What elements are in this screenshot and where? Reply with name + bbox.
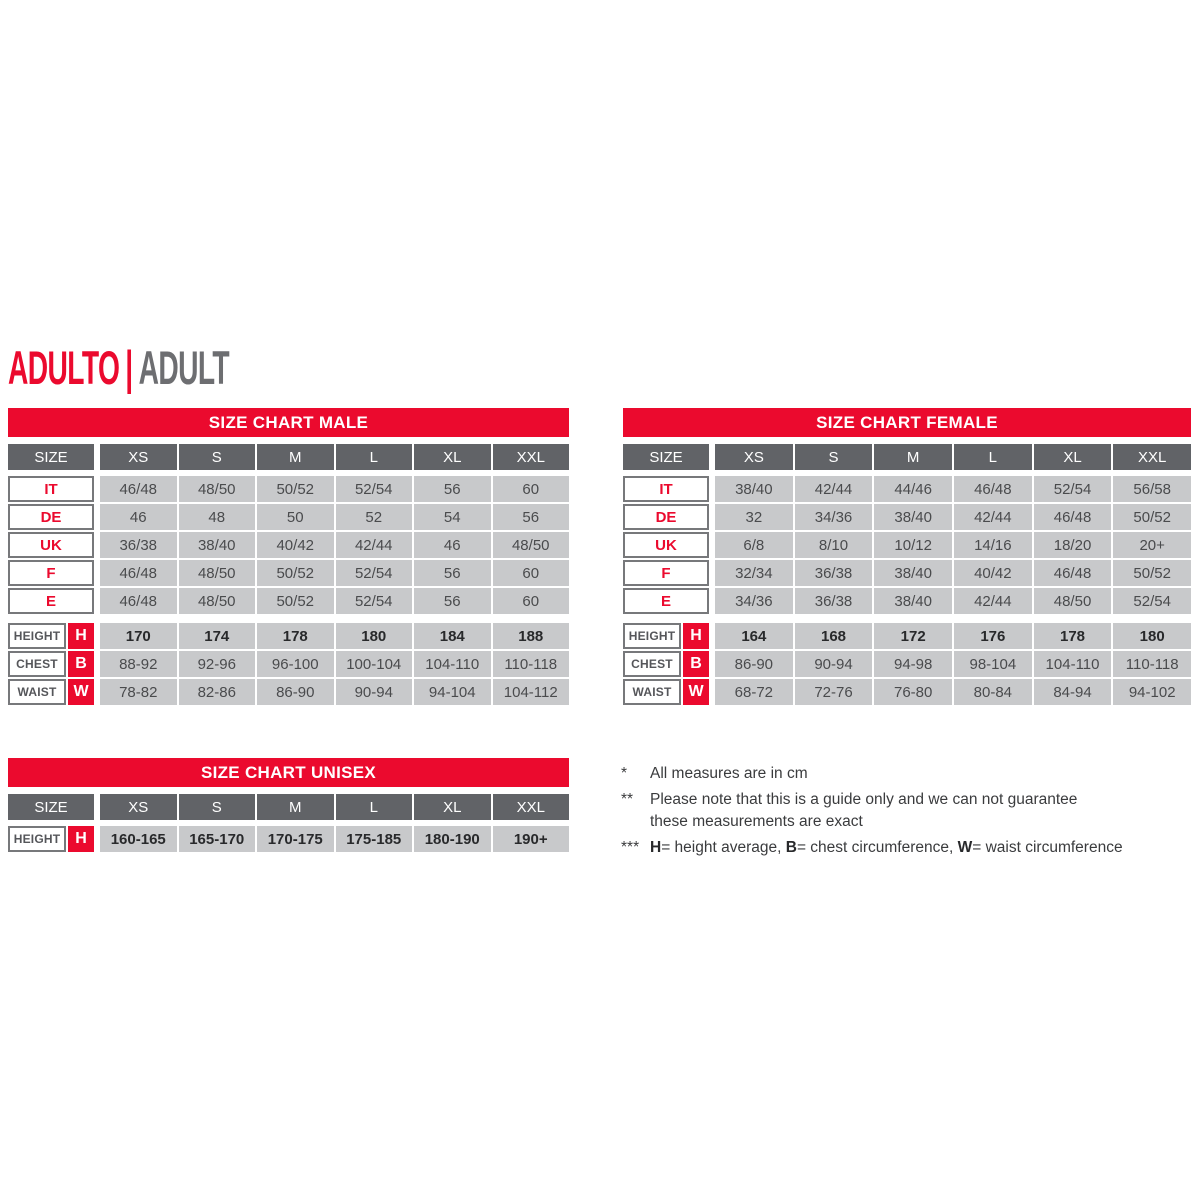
row-label-wrap bbox=[623, 560, 709, 586]
measure-row-waist bbox=[8, 679, 569, 705]
size-value-cell: 38/40 bbox=[874, 560, 952, 586]
table-header-row bbox=[8, 794, 569, 820]
footnote-segment: these measurements are exact bbox=[650, 813, 863, 830]
footnote-segment: All measures are in cm bbox=[650, 765, 808, 782]
size-value-cell: 50 bbox=[257, 504, 334, 530]
column-header-xxl: XXL bbox=[493, 794, 570, 820]
measure-value-cell: 86-90 bbox=[257, 679, 334, 705]
measure-value-cell: 160-165 bbox=[100, 826, 177, 852]
row-label-wrap bbox=[8, 504, 94, 530]
size-value-cell: 44/46 bbox=[874, 476, 952, 502]
measure-label-chest: CHEST bbox=[8, 651, 66, 677]
column-header-xxl: XXL bbox=[493, 444, 570, 470]
measure-label-wrap bbox=[8, 623, 94, 649]
measure-letter-w: W bbox=[68, 679, 94, 705]
size-chart-male-table bbox=[8, 408, 569, 707]
measure-label-chest: CHEST bbox=[623, 651, 681, 677]
measure-value-cell: 170-175 bbox=[257, 826, 334, 852]
size-value-cell: 46 bbox=[414, 532, 491, 558]
measure-letter-b: B bbox=[68, 651, 94, 677]
measure-row-cells bbox=[100, 826, 569, 852]
measure-label-wrap bbox=[623, 623, 709, 649]
measure-label-height: HEIGHT bbox=[8, 623, 66, 649]
measure-letter-h: H bbox=[68, 826, 94, 852]
measure-value-cell: 94-104 bbox=[414, 679, 491, 705]
measure-value-cell: 164 bbox=[715, 623, 793, 649]
size-chart-unisex-table bbox=[8, 758, 569, 854]
measure-value-cell: 68-72 bbox=[715, 679, 793, 705]
size-value-cell: 42/44 bbox=[336, 532, 413, 558]
size-value-cell: 36/38 bbox=[100, 532, 177, 558]
table-header-row bbox=[8, 444, 569, 470]
measure-value-cell: 168 bbox=[795, 623, 873, 649]
size-value-cell: 46/48 bbox=[1034, 504, 1112, 530]
size-row-cells bbox=[715, 588, 1191, 614]
column-header-xl: XL bbox=[414, 444, 491, 470]
size-value-cell: 40/42 bbox=[954, 560, 1032, 586]
size-row-e bbox=[623, 588, 1191, 614]
header-cells bbox=[100, 794, 569, 820]
size-value-cell: 56 bbox=[493, 504, 570, 530]
measure-row-height bbox=[623, 623, 1191, 649]
measure-value-cell: 176 bbox=[954, 623, 1032, 649]
size-row-e bbox=[8, 588, 569, 614]
size-chart-female-table bbox=[623, 408, 1191, 707]
measure-row-cells bbox=[100, 623, 569, 649]
row-label-wrap bbox=[8, 532, 94, 558]
measure-row-cells bbox=[715, 623, 1191, 649]
header-cells bbox=[715, 444, 1191, 470]
size-value-cell: 48/50 bbox=[493, 532, 570, 558]
measure-value-cell: 90-94 bbox=[336, 679, 413, 705]
size-value-cell: 50/52 bbox=[257, 476, 334, 502]
size-value-cell: 32/34 bbox=[715, 560, 793, 586]
size-value-cell: 46/48 bbox=[1034, 560, 1112, 586]
size-row-it bbox=[8, 476, 569, 502]
measure-label-waist: WAIST bbox=[623, 679, 681, 705]
row-label-f: F bbox=[8, 560, 94, 586]
table-section-divider bbox=[623, 616, 1191, 623]
row-label-wrap bbox=[623, 588, 709, 614]
column-header-m: M bbox=[257, 794, 334, 820]
row-label-uk: UK bbox=[8, 532, 94, 558]
footnote-text bbox=[650, 837, 1196, 859]
size-value-cell: 36/38 bbox=[795, 560, 873, 586]
measure-label-wrap bbox=[623, 651, 709, 677]
table-title-bar-female: SIZE CHART FEMALE bbox=[623, 408, 1191, 437]
size-value-cell: 60 bbox=[493, 588, 570, 614]
measure-value-cell: 72-76 bbox=[795, 679, 873, 705]
size-value-cell: 10/12 bbox=[874, 532, 952, 558]
size-value-cell: 50/52 bbox=[257, 588, 334, 614]
measure-value-cell: 82-86 bbox=[179, 679, 256, 705]
measure-value-cell: 184 bbox=[414, 623, 491, 649]
row-label-de: DE bbox=[8, 504, 94, 530]
size-row-f bbox=[8, 560, 569, 586]
size-value-cell: 56 bbox=[414, 476, 491, 502]
measure-value-cell: 178 bbox=[1034, 623, 1112, 649]
row-label-wrap bbox=[623, 532, 709, 558]
size-value-cell: 18/20 bbox=[1034, 532, 1112, 558]
footnote-marker: * bbox=[621, 765, 628, 782]
measure-value-cell: 90-94 bbox=[795, 651, 873, 677]
row-label-wrap bbox=[623, 504, 709, 530]
column-header-xs: XS bbox=[100, 444, 177, 470]
footnotes bbox=[621, 763, 1196, 863]
size-value-cell: 56 bbox=[414, 560, 491, 586]
measure-row-height bbox=[8, 826, 569, 852]
size-value-cell: 40/42 bbox=[257, 532, 334, 558]
size-value-cell: 38/40 bbox=[874, 588, 952, 614]
size-value-cell: 52/54 bbox=[1034, 476, 1112, 502]
size-row-cells bbox=[100, 476, 569, 502]
column-header-xs: XS bbox=[100, 794, 177, 820]
measure-row-cells bbox=[715, 651, 1191, 677]
size-value-cell: 52/54 bbox=[336, 560, 413, 586]
size-value-cell: 20+ bbox=[1113, 532, 1191, 558]
size-row-de bbox=[623, 504, 1191, 530]
measure-row-chest bbox=[623, 651, 1191, 677]
measure-value-cell: 94-102 bbox=[1113, 679, 1191, 705]
size-value-cell: 50/52 bbox=[257, 560, 334, 586]
size-value-cell: 46/48 bbox=[100, 476, 177, 502]
measure-letter-h: H bbox=[68, 623, 94, 649]
measure-letter-w: W bbox=[683, 679, 709, 705]
size-row-uk bbox=[8, 532, 569, 558]
page-title bbox=[8, 341, 230, 394]
footnote-marker: ** bbox=[621, 791, 634, 808]
measure-row-waist bbox=[623, 679, 1191, 705]
measure-value-cell: 86-90 bbox=[715, 651, 793, 677]
footnote-segment: = waist circumference bbox=[972, 839, 1123, 856]
size-value-cell: 48/50 bbox=[179, 560, 256, 586]
size-value-cell: 56/58 bbox=[1113, 476, 1191, 502]
measure-label-waist: WAIST bbox=[8, 679, 66, 705]
footnote-line bbox=[621, 763, 1196, 785]
measure-value-cell: 78-82 bbox=[100, 679, 177, 705]
size-value-cell: 42/44 bbox=[954, 504, 1032, 530]
measure-label-wrap bbox=[8, 651, 94, 677]
size-row-cells bbox=[100, 532, 569, 558]
measure-row-height bbox=[8, 623, 569, 649]
size-value-cell: 38/40 bbox=[179, 532, 256, 558]
row-label-wrap bbox=[8, 588, 94, 614]
table-section-divider bbox=[8, 616, 569, 623]
measure-value-cell: 80-84 bbox=[954, 679, 1032, 705]
column-header-xl: XL bbox=[1034, 444, 1112, 470]
row-label-wrap bbox=[8, 476, 94, 502]
measure-value-cell: 175-185 bbox=[336, 826, 413, 852]
size-corner-wrap bbox=[623, 444, 709, 470]
column-header-l: L bbox=[954, 444, 1032, 470]
row-label-wrap bbox=[8, 560, 94, 586]
column-header-xs: XS bbox=[715, 444, 793, 470]
size-value-cell: 46/48 bbox=[100, 560, 177, 586]
row-label-it: IT bbox=[8, 476, 94, 502]
measure-value-cell: 174 bbox=[179, 623, 256, 649]
size-value-cell: 34/36 bbox=[715, 588, 793, 614]
measure-value-cell: 180 bbox=[336, 623, 413, 649]
size-row-cells bbox=[715, 560, 1191, 586]
size-value-cell: 8/10 bbox=[795, 532, 873, 558]
size-row-cells bbox=[715, 504, 1191, 530]
measure-label-height: HEIGHT bbox=[8, 826, 66, 852]
size-value-cell: 42/44 bbox=[795, 476, 873, 502]
size-value-cell: 54 bbox=[414, 504, 491, 530]
measure-value-cell: 165-170 bbox=[179, 826, 256, 852]
size-value-cell: 32 bbox=[715, 504, 793, 530]
footnote-bold-term: H bbox=[650, 839, 662, 856]
measure-value-cell: 178 bbox=[257, 623, 334, 649]
measure-value-cell: 92-96 bbox=[179, 651, 256, 677]
size-row-cells bbox=[100, 588, 569, 614]
measure-label-wrap bbox=[8, 679, 94, 705]
row-label-de: DE bbox=[623, 504, 709, 530]
measure-label-height: HEIGHT bbox=[623, 623, 681, 649]
measure-row-chest bbox=[8, 651, 569, 677]
measure-label-wrap bbox=[623, 679, 709, 705]
measure-value-cell: 84-94 bbox=[1034, 679, 1112, 705]
measure-value-cell: 170 bbox=[100, 623, 177, 649]
column-header-l: L bbox=[336, 794, 413, 820]
size-value-cell: 52 bbox=[336, 504, 413, 530]
column-header-m: M bbox=[257, 444, 334, 470]
row-label-f: F bbox=[623, 560, 709, 586]
measure-value-cell: 188 bbox=[493, 623, 570, 649]
table-header-row bbox=[623, 444, 1191, 470]
size-row-de bbox=[8, 504, 569, 530]
size-value-cell: 46/48 bbox=[954, 476, 1032, 502]
size-corner-wrap bbox=[8, 444, 94, 470]
footnote-text bbox=[650, 789, 1196, 833]
size-corner-label: SIZE bbox=[623, 444, 709, 470]
size-corner-label: SIZE bbox=[8, 444, 94, 470]
footnote-text bbox=[650, 763, 1196, 785]
measure-label-wrap bbox=[8, 826, 94, 852]
footnote-segment: Please note that this is a guide only and we can not guarantee bbox=[650, 791, 1078, 808]
size-row-uk bbox=[623, 532, 1191, 558]
size-row-cells bbox=[100, 504, 569, 530]
measure-row-cells bbox=[100, 679, 569, 705]
size-row-it bbox=[623, 476, 1191, 502]
measure-letter-b: B bbox=[683, 651, 709, 677]
size-value-cell: 60 bbox=[493, 476, 570, 502]
row-label-uk: UK bbox=[623, 532, 709, 558]
size-value-cell: 48/50 bbox=[1034, 588, 1112, 614]
measure-value-cell: 110-118 bbox=[1113, 651, 1191, 677]
title-primary: ADULTO bbox=[8, 341, 120, 394]
measure-value-cell: 94-98 bbox=[874, 651, 952, 677]
size-value-cell: 46 bbox=[100, 504, 177, 530]
measure-value-cell: 180 bbox=[1113, 623, 1191, 649]
footnote-segment: = chest circumference, bbox=[796, 839, 958, 856]
row-label-it: IT bbox=[623, 476, 709, 502]
footnote-segment: = height average, bbox=[661, 839, 786, 856]
footnote-line bbox=[621, 789, 1196, 833]
measure-value-cell: 172 bbox=[874, 623, 952, 649]
column-header-s: S bbox=[179, 444, 256, 470]
size-value-cell: 60 bbox=[493, 560, 570, 586]
row-label-wrap bbox=[623, 476, 709, 502]
size-value-cell: 52/54 bbox=[336, 588, 413, 614]
size-value-cell: 38/40 bbox=[874, 504, 952, 530]
column-header-s: S bbox=[795, 444, 873, 470]
size-value-cell: 48/50 bbox=[179, 588, 256, 614]
size-value-cell: 6/8 bbox=[715, 532, 793, 558]
measure-value-cell: 104-110 bbox=[414, 651, 491, 677]
measure-value-cell: 76-80 bbox=[874, 679, 952, 705]
size-value-cell: 52/54 bbox=[336, 476, 413, 502]
size-corner-label: SIZE bbox=[8, 794, 94, 820]
measure-value-cell: 104-112 bbox=[493, 679, 570, 705]
size-corner-wrap bbox=[8, 794, 94, 820]
footnote-marker: *** bbox=[621, 839, 640, 856]
measure-value-cell: 88-92 bbox=[100, 651, 177, 677]
size-value-cell: 56 bbox=[414, 588, 491, 614]
footnote-bold-term: B bbox=[785, 839, 797, 856]
row-label-e: E bbox=[623, 588, 709, 614]
row-label-e: E bbox=[8, 588, 94, 614]
measure-value-cell: 100-104 bbox=[336, 651, 413, 677]
size-value-cell: 48 bbox=[179, 504, 256, 530]
size-value-cell: 36/38 bbox=[795, 588, 873, 614]
size-value-cell: 48/50 bbox=[179, 476, 256, 502]
measure-row-cells bbox=[100, 651, 569, 677]
measure-value-cell: 190+ bbox=[493, 826, 570, 852]
measure-value-cell: 104-110 bbox=[1034, 651, 1112, 677]
header-cells bbox=[100, 444, 569, 470]
size-row-cells bbox=[715, 532, 1191, 558]
column-header-xl: XL bbox=[414, 794, 491, 820]
title-secondary: ADULT bbox=[138, 341, 230, 394]
table-title-bar-male: SIZE CHART MALE bbox=[8, 408, 569, 437]
footnote-bold-term: W bbox=[957, 839, 973, 856]
size-row-cells bbox=[100, 560, 569, 586]
size-value-cell: 34/36 bbox=[795, 504, 873, 530]
measure-value-cell: 98-104 bbox=[954, 651, 1032, 677]
measure-value-cell: 180-190 bbox=[414, 826, 491, 852]
size-value-cell: 50/52 bbox=[1113, 504, 1191, 530]
size-value-cell: 46/48 bbox=[100, 588, 177, 614]
size-row-f bbox=[623, 560, 1191, 586]
size-value-cell: 14/16 bbox=[954, 532, 1032, 558]
column-header-s: S bbox=[179, 794, 256, 820]
table-title-bar-unisex: SIZE CHART UNISEX bbox=[8, 758, 569, 787]
size-value-cell: 50/52 bbox=[1113, 560, 1191, 586]
measure-row-cells bbox=[715, 679, 1191, 705]
footnote-line bbox=[621, 837, 1196, 859]
measure-value-cell: 110-118 bbox=[493, 651, 570, 677]
column-header-m: M bbox=[874, 444, 952, 470]
size-value-cell: 42/44 bbox=[954, 588, 1032, 614]
title-separator: | bbox=[125, 341, 133, 394]
measure-letter-h: H bbox=[683, 623, 709, 649]
column-header-l: L bbox=[336, 444, 413, 470]
column-header-xxl: XXL bbox=[1113, 444, 1191, 470]
size-value-cell: 38/40 bbox=[715, 476, 793, 502]
size-value-cell: 52/54 bbox=[1113, 588, 1191, 614]
size-row-cells bbox=[715, 476, 1191, 502]
measure-value-cell: 96-100 bbox=[257, 651, 334, 677]
